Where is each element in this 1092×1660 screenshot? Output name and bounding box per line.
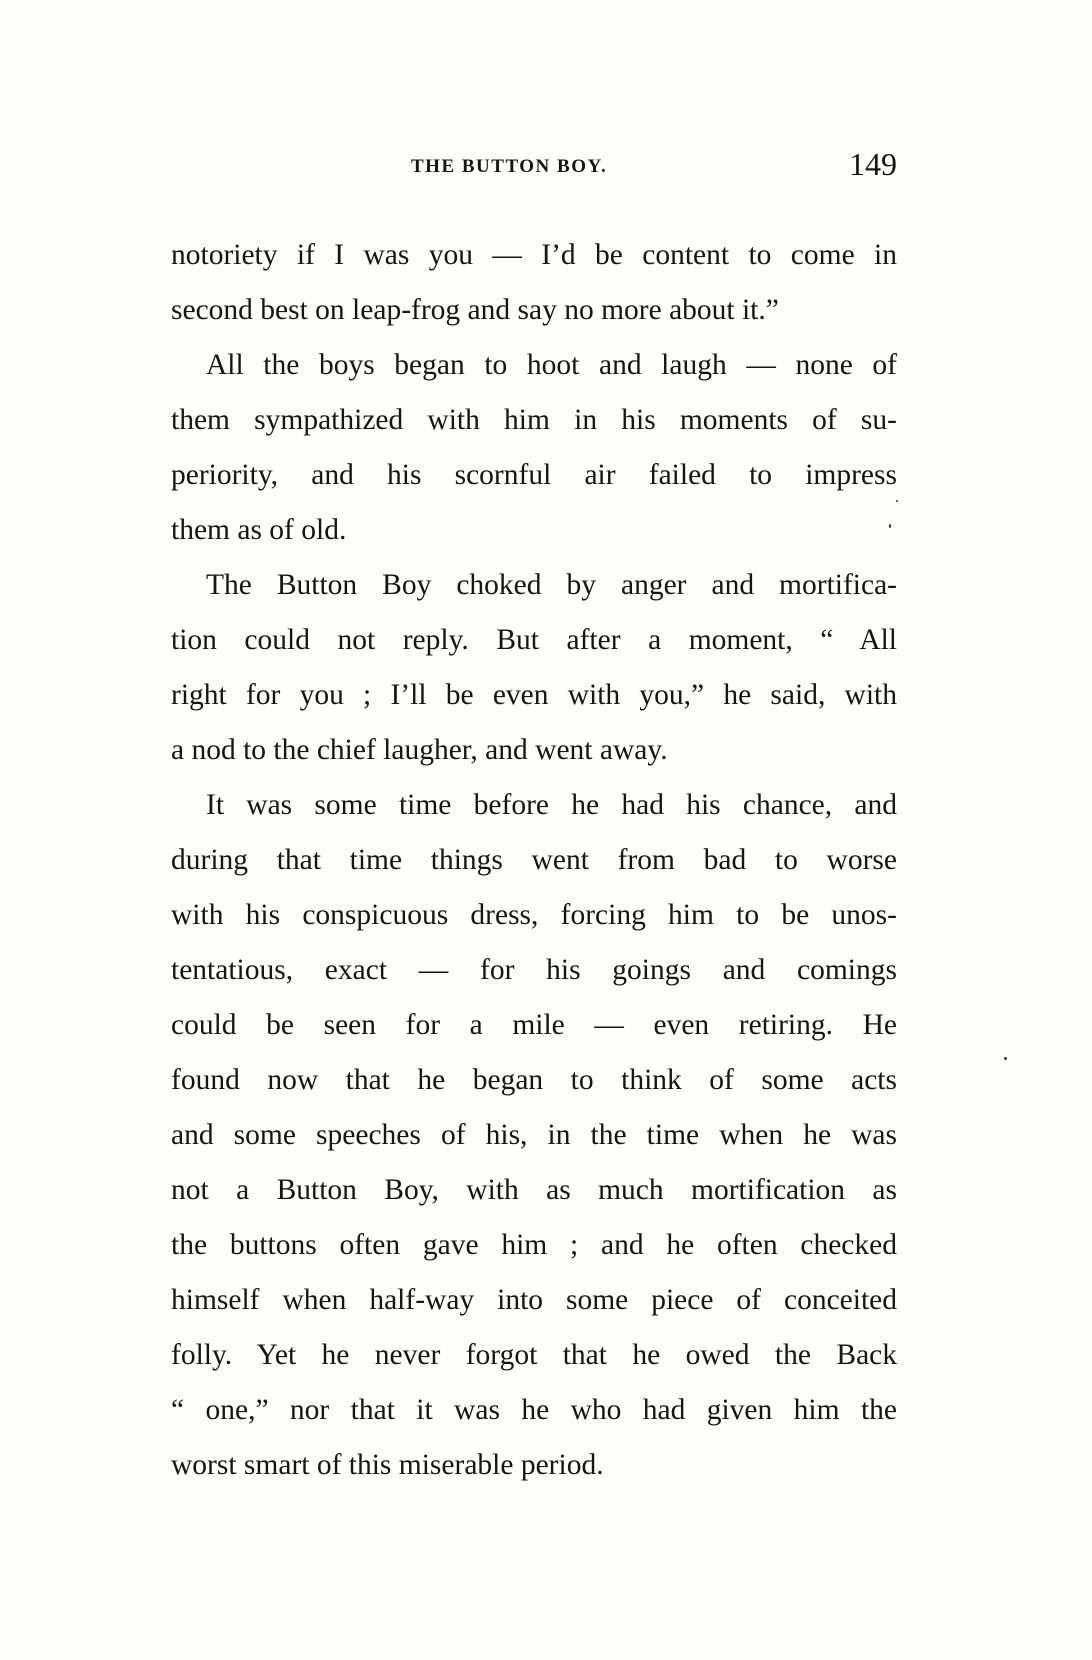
text-line: folly. Yet he never forgot that he owed the Back — [171, 1339, 897, 1371]
text-line: tentatious, exact — for his goings and comings — [171, 954, 897, 986]
text-line: found now that he began to think of some acts — [171, 1064, 897, 1096]
text-line: could be seen for a mile — even retiring. He — [171, 1009, 897, 1041]
paragraph-start-line: All the boys began to hoot and laugh — none of — [206, 349, 897, 381]
text-line: with his conspicuous dress, forcing him to be unos- — [171, 899, 897, 931]
text-line: the buttons often gave him ; and he often checked — [171, 1229, 897, 1261]
text-line: not a Button Boy, with as much mortification as — [171, 1174, 897, 1206]
text-line: periority, and his scornful air failed to impress — [171, 459, 897, 491]
text-line: second best on leap-frog and say no more about it.” — [171, 294, 779, 326]
scan-speck — [889, 524, 891, 528]
text-line: “ one,” nor that it was he who had given him the — [171, 1394, 897, 1426]
text-line: right for you ; I’ll be even with you,” he said, with — [171, 679, 897, 711]
scan-speck — [896, 500, 898, 502]
text-line: notoriety if I was you — I’d be content to come in — [171, 239, 897, 271]
text-line: himself when half-way into some piece of conceited — [171, 1284, 897, 1316]
text-line: a nod to the chief laugher, and went away. — [171, 734, 668, 766]
text-line: them sympathized with him in his moments of su- — [171, 404, 897, 436]
text-line: them as of old. — [171, 514, 347, 546]
text-line: worst smart of this miserable period. — [171, 1449, 604, 1481]
body-text — [171, 228, 897, 1493]
text-line: tion could not reply. But after a moment, “ All — [171, 624, 897, 656]
paragraph-start-line: It was some time before he had his chance, and — [206, 789, 897, 821]
paragraph-start-line: The Button Boy choked by anger and mortifica- — [206, 569, 897, 601]
page-number: 149 — [849, 146, 897, 182]
running-title: THE BUTTON BOY. — [411, 156, 608, 177]
scan-speck — [1004, 1057, 1007, 1060]
text-line: during that time things went from bad to worse — [171, 844, 897, 876]
running-head — [171, 148, 897, 188]
text-line: and some speeches of his, in the time when he was — [171, 1119, 897, 1151]
